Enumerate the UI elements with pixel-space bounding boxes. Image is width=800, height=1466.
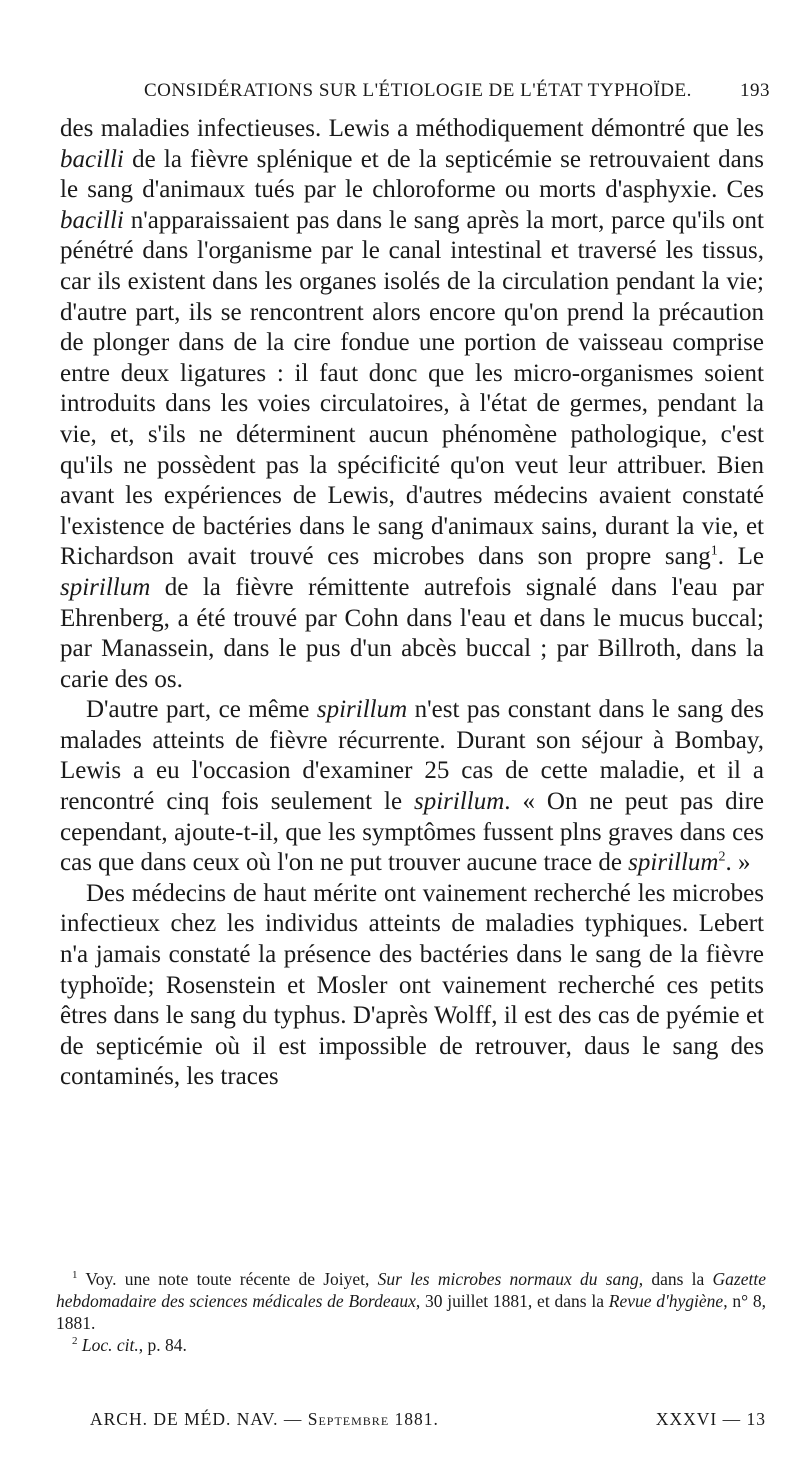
text-run: , p. 84. xyxy=(138,1335,187,1355)
footnote-reference: 2 xyxy=(72,1335,78,1348)
footnote xyxy=(56,1334,766,1356)
italic-text: spirillum xyxy=(628,849,719,877)
italic-text: spirillum xyxy=(316,696,408,724)
text-run: de la fièvre splénique et de la septicémie se retrouvaient dans le sang d'animaux tués par le chloroforme ou morts d'asphyxie. Ces xyxy=(60,145,764,204)
text-run: des maladies infectieuses. Lewis a méthodiquement démontré que les xyxy=(60,115,764,142)
footnote-reference: 1 xyxy=(710,543,718,559)
footnote-reference: 2 xyxy=(718,849,726,865)
text-run: Voy. une note toute récente de Joiyet, xyxy=(77,1269,378,1289)
footnote xyxy=(56,1268,766,1334)
running-header xyxy=(60,80,770,110)
italic-text: spirillum xyxy=(413,788,505,816)
running-title: CONSIDÉRATIONS SUR L'ÉTIOLOGIE DE L'ÉTAT TYPHOÏDE. xyxy=(144,80,692,101)
italic-text: Sur les microbes normaux du sang xyxy=(377,1269,639,1289)
text-run: . » xyxy=(725,849,751,877)
text-run: . Le xyxy=(717,543,764,571)
text-run: de la fièvre rémittente autrefois signalé dans l'eau par Ehrenberg, a été trouvé par Cohn dans l'eau et dans le mucus buccal; par Manassein, dans le pus d'un abcès buccal ; par Billroth, dans la carie des os. xyxy=(60,573,764,693)
text-run: n'apparaissaient pas dans le sang après la mort, parce qu'ils ont pénétré dans l'organisme par le canal intestinal et traversé les tissus, car ils existent dans les organes isolés de la circulation pendant la vie; d'autre part, ils se rencontrent alors encore qu'on prend la précaution de plonger dans de la cire fondue une portion de vaisseau comprise entre deux ligatures : il faut donc que les micro-organismes soient introduits dans les voies circulatoires, à l'état de germes, pendant la vie, et, s'ils ne déterminent aucun phénomène pathologique, c'est qu'ils ne possèdent pas la spécificité qu'on veut leur attribuer. Bien avant les expériences de Lewis, d'autres médecins avaient constaté l'existence de bactéries dans le sang d'animaux sains, durant la vie, et Richardson avait trouvé ces microbes dans son propre sang xyxy=(60,206,764,571)
body-text xyxy=(60,114,764,1093)
italic-text: bacilli xyxy=(60,145,124,173)
journal-signature: ARCH. DE MÉD. NAV. — Septembre 1881. xyxy=(90,1409,439,1429)
text-run: . « On ne peut pas dire cependant, ajoute-t-il, que les symptômes fussent plns graves dans ces cas que dans ceux où l'on ne put trouver aucune trace de xyxy=(60,788,764,877)
italic-text: Revue d'hygiène xyxy=(608,1291,724,1311)
paragraph xyxy=(60,879,764,1093)
footnotes xyxy=(56,1268,766,1356)
italic-text: bacilli xyxy=(60,206,124,234)
text-run: , n° 8, 1881. xyxy=(56,1291,766,1333)
footnote-reference: 1 xyxy=(72,1269,78,1282)
text-run: , dans la xyxy=(638,1269,713,1289)
paragraph xyxy=(60,114,764,695)
page-number: 193 xyxy=(740,80,770,101)
italic-text: spirillum xyxy=(60,573,151,601)
paragraph xyxy=(60,695,764,879)
text-run: Des médecins de haut mérite ont vainement recherché les microbes infectieux chez les individus atteints de maladies typhiques. Lebert n'a jamais constaté la présence des bactéries dans le sang de la fièvre typhoïde; Rosenstein et Mosler ont vainement recherché ces petits êtres dans le sang du typhus. D'après Wolff, il est des cas de pyémie et de septicémie où il est impossible de retrouver, daus le sang des contaminés, les traces xyxy=(60,879,764,1091)
italic-text: Loc. cit. xyxy=(81,1335,139,1355)
text-run: , 30 juillet 1881, et dans la xyxy=(415,1291,609,1311)
text-run: D'autre part, ce même xyxy=(86,696,317,724)
italic-text: Gazette hebdomadaire des sciences médicales de Bordeaux xyxy=(56,1269,766,1311)
sheet-signature: XXXVI — 13 xyxy=(655,1409,766,1429)
page-footer xyxy=(90,1409,766,1433)
text-run: n'est pas constant dans le sang des malades atteints de fièvre récurrente. Durant son séjour à Bombay, Lewis a eu l'occasion d'examiner 25 cas de cette maladie, et il a rencontré cinq fois seulement le xyxy=(60,696,764,816)
